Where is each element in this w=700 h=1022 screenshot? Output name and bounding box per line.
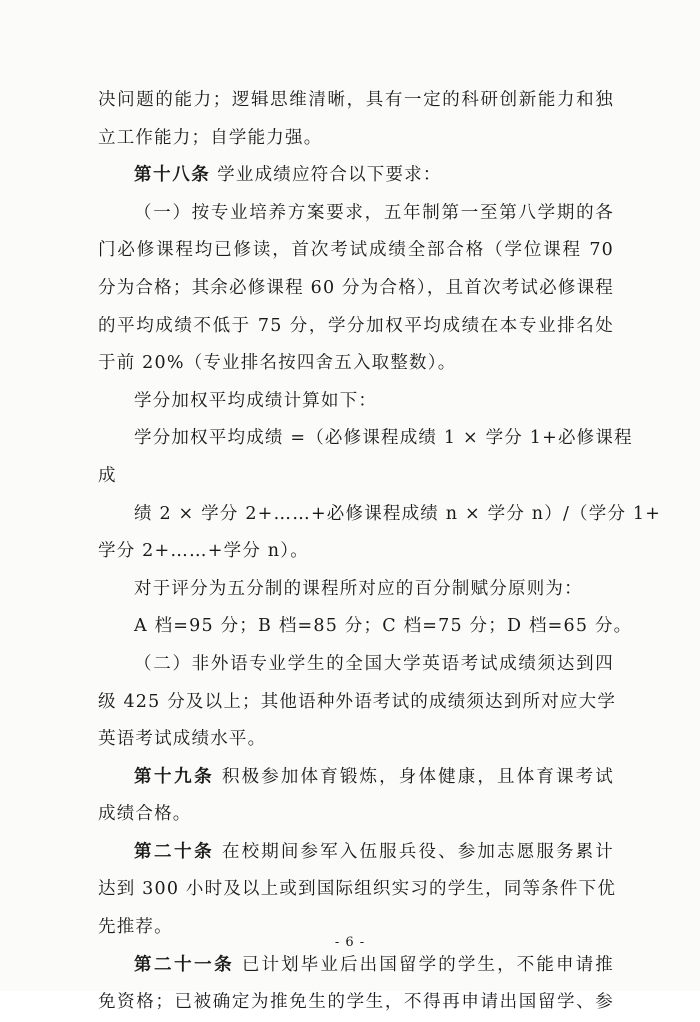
line-text: A 档=95 分；B 档=85 分；C 档=75 分；D 档=65 分。 <box>134 616 633 637</box>
formula-line <box>98 420 633 458</box>
line-text: 对于评分为五分制的课程所对应的百分制赋分原则为： <box>134 578 583 599</box>
line-text: 成绩合格。 <box>98 804 192 825</box>
line-text: 门必修课程均已修读，首次考试成绩全部合格（学位课程 70 <box>98 240 614 261</box>
text-line <box>98 195 614 233</box>
line-text: 学业成绩应符合以下要求： <box>217 165 442 186</box>
text-line <box>98 871 617 909</box>
line-text: 学分加权平均成绩 =（必修课程成绩 1 × 学分 1+必修课程 <box>134 428 633 449</box>
line-text: 积极参加体育锻炼，身体健康，且体育课考试 <box>221 766 615 787</box>
text-line <box>98 120 614 158</box>
article-heading: 第十九条 <box>134 766 215 787</box>
text-line <box>98 796 614 834</box>
formula-line <box>98 496 662 534</box>
text-line <box>98 721 614 759</box>
formula-line <box>98 458 614 496</box>
text-line <box>98 270 614 308</box>
text-line <box>98 646 614 684</box>
article-heading: 第十八条 <box>134 165 211 186</box>
article-heading: 第二十一条 <box>134 954 235 975</box>
page-number: - 6 - <box>334 935 366 950</box>
formula-line <box>98 533 614 571</box>
line-text: 成 <box>98 465 117 486</box>
text-line <box>98 383 614 421</box>
article-19 <box>98 759 614 797</box>
line-text: 级 425 分及以上；其他语种外语考试的成绩须达到所对应大学 <box>98 691 617 712</box>
text-line <box>98 82 614 120</box>
line-text: 学分 2+……+学分 n）。 <box>98 541 309 562</box>
text-line <box>98 684 617 722</box>
line-text: 学分加权平均成绩计算如下： <box>134 390 378 411</box>
line-text: 英语考试成绩水平。 <box>98 729 267 750</box>
line-text: 的平均成绩不低于 75 分，学分加权平均成绩在本专业排名处 <box>98 315 614 336</box>
line-text: 立工作能力；自学能力强。 <box>98 127 323 148</box>
line-text: 先推荐。 <box>98 917 173 938</box>
line-text: 达到 300 小时及以上或到国际组织实习的学生，同等条件下优 <box>98 879 617 900</box>
document-body <box>98 82 662 1022</box>
grade-mapping-line <box>98 608 633 646</box>
line-text: （一）按专业培养方案要求，五年制第一至第八学期的各 <box>134 202 614 223</box>
article-18 <box>98 157 614 195</box>
text-line <box>98 984 614 1022</box>
text-line <box>98 232 614 270</box>
line-text: （二）非外语专业学生的全国大学英语考试成绩须达到四 <box>134 653 614 674</box>
line-text: 已计划毕业后出国留学的学生，不能申请推 <box>241 954 614 975</box>
line-text: 分为合格；其余必修课程 60 分为合格），且首次考试必修课程 <box>98 277 614 298</box>
text-line <box>98 571 614 609</box>
article-20 <box>98 834 614 872</box>
line-text: 绩 2 × 学分 2+……+必修课程成绩 n × 学分 n）/（学分 1+ <box>134 503 662 524</box>
line-text: 决问题的能力；逻辑思维清晰，具有一定的科研创新能力和独 <box>98 90 614 110</box>
text-line <box>98 345 614 383</box>
text-line <box>98 308 614 346</box>
line-text: 免资格；已被确定为推免生的学生，不得再申请出国留学、参 <box>98 992 614 1013</box>
article-21 <box>98 947 614 985</box>
line-text: 在校期间参军入伍服兵役、参加志愿服务累计 <box>221 841 615 862</box>
article-heading: 第二十条 <box>134 841 215 862</box>
line-text: 于前 20%（专业排名按四舍五入取整数）。 <box>98 353 457 374</box>
